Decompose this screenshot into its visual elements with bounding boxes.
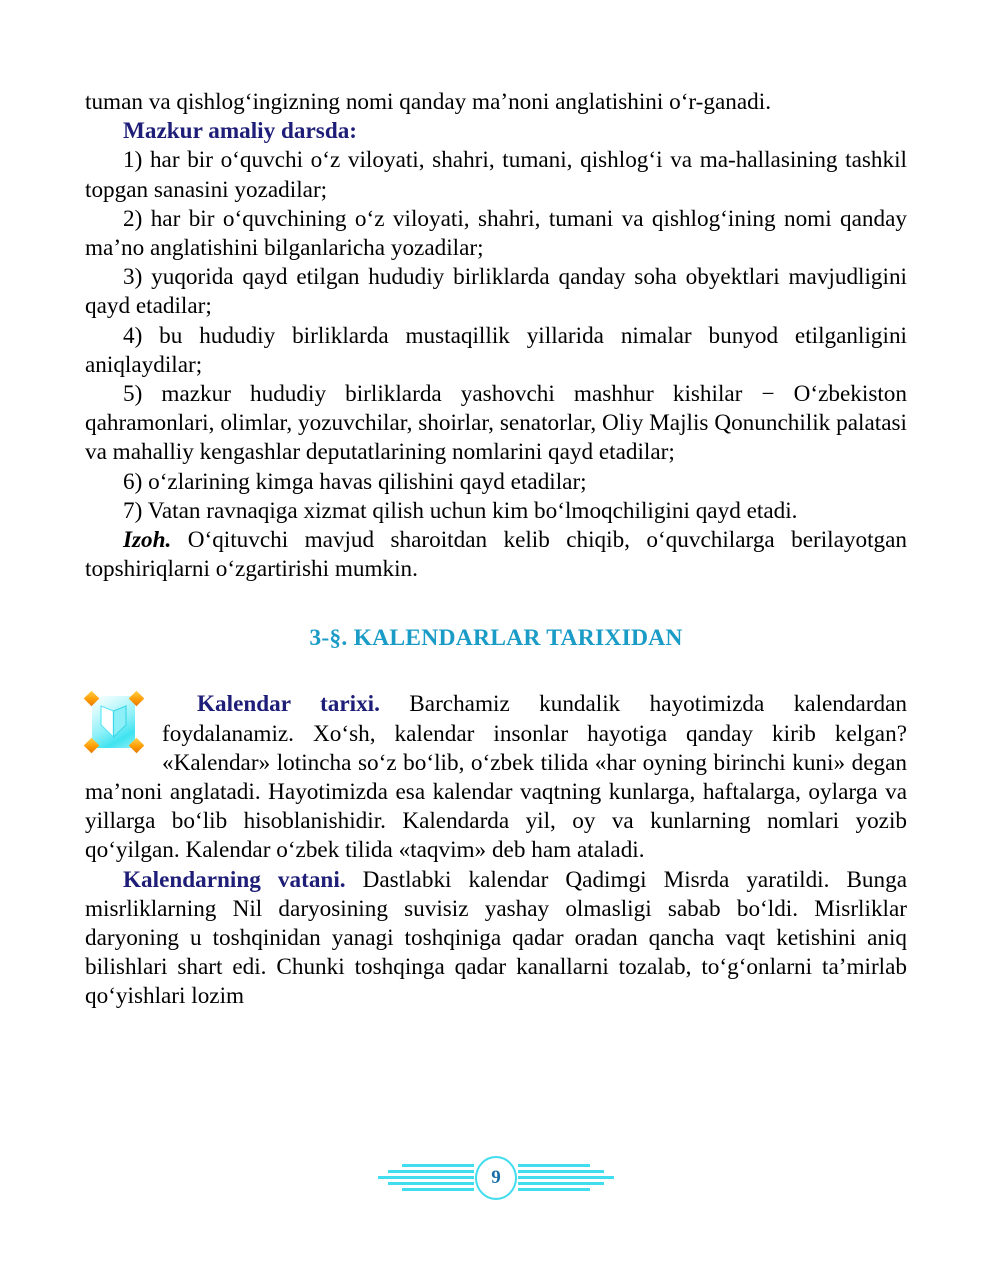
task-heading bbox=[85, 117, 907, 146]
note-paragraph bbox=[85, 526, 907, 584]
calendar-history-paragraph bbox=[85, 690, 907, 865]
task-item-5: 5) mazkur hududiy birliklarda yashovchi mashhur kishilar − O‘zbekiston qahramonlari, olimlar, yozuvchilar, shoirlar, senatorlar, Oliy Majlis Qonunchilik palatasi va mahalliy kengashlar deputatlarining nomlarini qayd etadilar; bbox=[85, 381, 907, 466]
task-item-6: 6) o‘zlarining kimga havas qilishini qayd etadilar; bbox=[123, 468, 587, 495]
task-item-2: 2) har bir o‘quvchining o‘z viloyati, shahri, tumani va qishlog‘ining nomi qanday ma’no anglatishini bilganlaricha yozadilar; bbox=[85, 205, 907, 262]
page-number: 9 bbox=[491, 1167, 501, 1188]
task-item-7: 7) Vatan ravnaqiga xizmat qilish uchun kim bo‘lmoqchiligini qayd etadi. bbox=[123, 497, 798, 524]
page-number-circle bbox=[475, 1156, 517, 1200]
task-item-1: 1) har bir o‘quvchi o‘z viloyati, shahri, tumani, qishlog‘i va ma-hallasining tashkil topgan sanasini yozadilar; bbox=[85, 147, 907, 203]
icon-book-glyph bbox=[100, 705, 127, 738]
task-item-4: 4) bu hududiy birliklarda mustaqillik yillarida nimalar bunyod etilganligini aniqlaydilar; bbox=[85, 322, 907, 378]
page-footer bbox=[0, 1152, 992, 1200]
section-heading: 3-§. KALENDARLAR TARIXIDAN bbox=[309, 625, 683, 652]
ornament-bars-right bbox=[518, 1158, 614, 1194]
task-item-3: 3) yuqorida qayd etilgan hududiy birliklarda qanday soha obyektlari mavjudligini qayd etadilar; bbox=[85, 264, 907, 320]
page-number-ornament bbox=[378, 1152, 614, 1200]
ornament-bars-left bbox=[378, 1158, 474, 1194]
calendar-homeland-text: Dastlabki kalendar Qadimgi Misrda yaratildi. Bunga misrliklarning Nil daryosining suvisiz yashay olmasligi sabab bo‘ldi. Misrliklar daryoning u toshqinidan yanagi toshqiniga qadar oradan qancha vaqt ketishini aniq bilishlari shart edi. Chunki toshqinga qadar kanallarni tozalab, to‘g‘onlarni ta’mirlab qo‘yishlari lozim bbox=[85, 866, 907, 1010]
continued-paragraph: tuman va qishlog‘ingizning nomi qanday ma’noni anglatishini o‘r-ganadi. bbox=[85, 89, 772, 115]
heading-space-above bbox=[85, 584, 907, 623]
calendar-homeland-runin: Kalendarning vatani. bbox=[123, 866, 346, 893]
heading-space-below bbox=[85, 653, 907, 690]
open-book-icon bbox=[85, 693, 142, 751]
calendar-homeland-paragraph bbox=[85, 866, 907, 1012]
calendar-history-text: Barchamiz kundalik hayotimizda kalendardan foydalanamiz. Xo‘sh, kalendar insonlar hayotiga qanday kirib kelgan? «Kalendar» lotincha so‘z bo‘lib, o‘zbek tilida «har oyning birinchi kuni» degan ma’noni anglatadi. Hayotimizda esa kalendar vaqtning kunlarga, haftalarga, oylarga va yillarga bo‘lib hisoblanishidir. Kalendarda yil, oy va kunlarning nomlari yozib qo‘yilgan. Kalendar o‘zbek tilida «taqvim» deb ham ataladi. bbox=[85, 691, 907, 864]
note-label: Izoh. bbox=[123, 527, 172, 554]
task-heading-text: Mazkur amaliy darsda: bbox=[123, 118, 358, 145]
note-text: O‘qituvchi mavjud sharoitdan kelib chiqib, o‘quvchilarga berilayotgan topshiriqlarni o‘zgartirishi mumkin. bbox=[85, 527, 907, 583]
page-content bbox=[85, 88, 907, 1012]
calendar-history-runin: Kalendar tarixi. bbox=[197, 691, 380, 718]
illustrated-paragraph-block bbox=[85, 690, 907, 865]
